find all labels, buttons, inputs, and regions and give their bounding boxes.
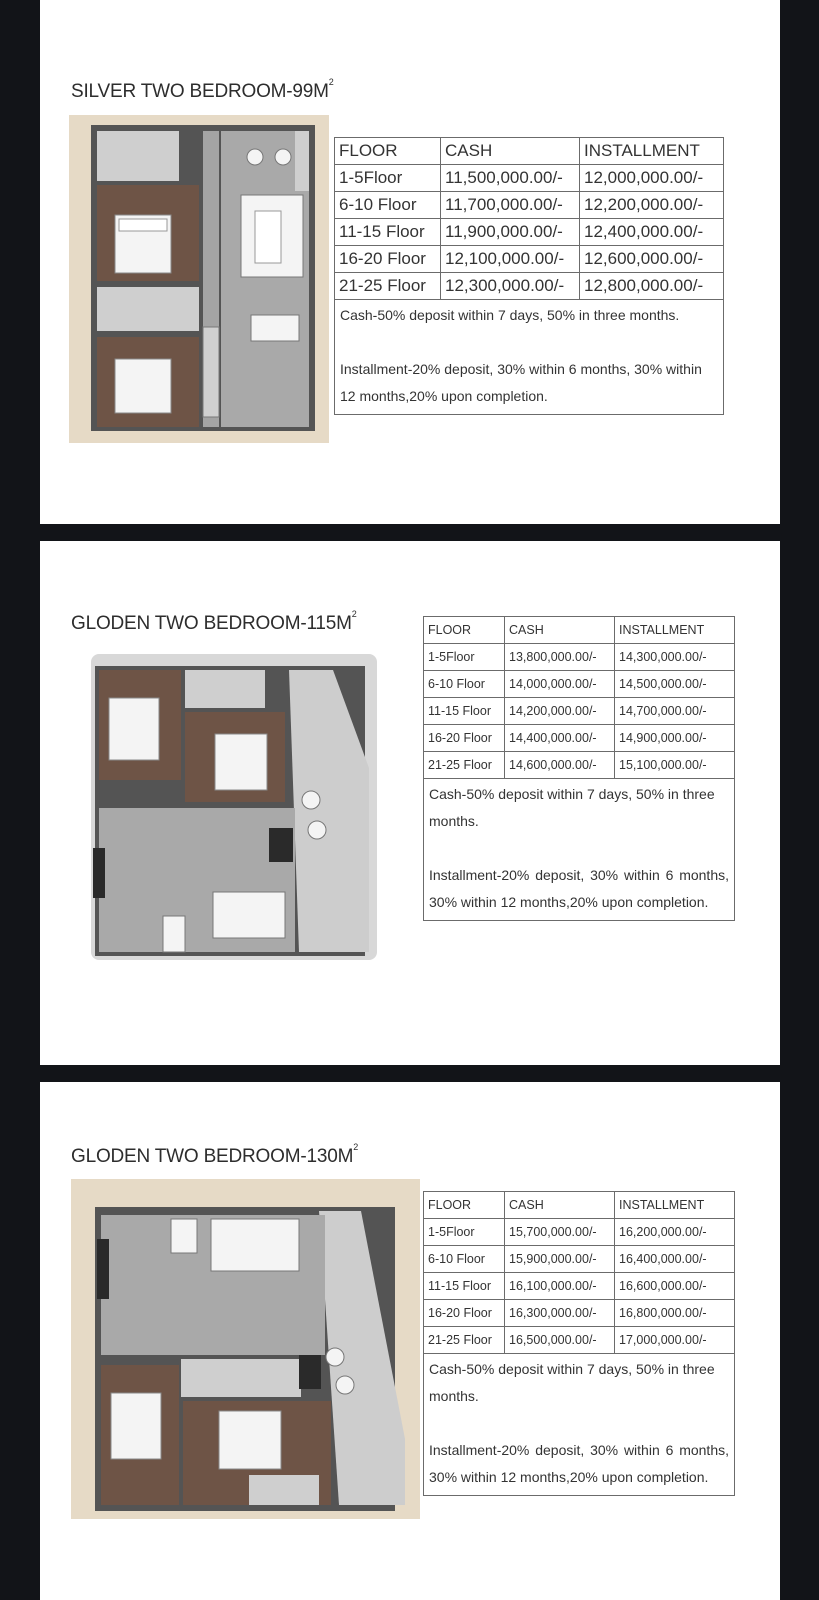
table-row <box>424 1327 735 1354</box>
floor-cell: 16-20 Floor <box>335 246 441 273</box>
payment-terms-row <box>335 300 724 415</box>
payment-terms <box>424 779 735 921</box>
table-row <box>424 1273 735 1300</box>
installment-cell: 15,100,000.00/- <box>615 752 735 779</box>
installment-cell: 12,200,000.00/- <box>580 192 724 219</box>
header-floor: FLOOR <box>424 617 505 644</box>
cash-cell: 11,700,000.00/- <box>441 192 580 219</box>
cash-terms: Cash-50% deposit within 7 days, 50% in three months. <box>429 786 715 829</box>
installment-cell: 12,400,000.00/- <box>580 219 724 246</box>
installment-terms: Installment-20% deposit, 30% within 6 months, 30% within 12 months,20% upon completion. <box>429 1442 729 1485</box>
installment-cell: 16,600,000.00/- <box>615 1273 735 1300</box>
payment-terms <box>424 1354 735 1496</box>
floor-cell: 1-5Floor <box>424 644 505 671</box>
table-row <box>424 698 735 725</box>
floor-cell: 1-5Floor <box>424 1219 505 1246</box>
cash-terms: Cash-50% deposit within 7 days, 50% in three months. <box>340 307 680 323</box>
header-cash: CASH <box>441 138 580 165</box>
price-table <box>334 137 724 415</box>
cash-cell: 13,800,000.00/- <box>505 644 615 671</box>
cash-cell: 14,600,000.00/- <box>505 752 615 779</box>
installment-cell: 14,500,000.00/- <box>615 671 735 698</box>
floor-plan-drawing <box>69 115 329 443</box>
table-row <box>424 671 735 698</box>
table-row <box>424 644 735 671</box>
table-header-row <box>424 617 735 644</box>
cash-terms: Cash-50% deposit within 7 days, 50% in three months. <box>429 1361 715 1404</box>
installment-terms: Installment-20% deposit, 30% within 6 months, 30% within 12 months,20% upon completion. <box>429 867 729 910</box>
table-header-row <box>424 1192 735 1219</box>
floor-cell: 21-25 Floor <box>424 1327 505 1354</box>
installment-cell: 12,000,000.00/- <box>580 165 724 192</box>
table-row <box>424 725 735 752</box>
cash-cell: 12,100,000.00/- <box>441 246 580 273</box>
header-floor: FLOOR <box>335 138 441 165</box>
header-floor: FLOOR <box>424 1192 505 1219</box>
floor-cell: 11-15 Floor <box>424 698 505 725</box>
cash-cell: 11,500,000.00/- <box>441 165 580 192</box>
table-row <box>424 1246 735 1273</box>
installment-cell: 16,200,000.00/- <box>615 1219 735 1246</box>
table-row <box>335 219 724 246</box>
floor-cell: 21-25 Floor <box>424 752 505 779</box>
installment-cell: 14,700,000.00/- <box>615 698 735 725</box>
section-title: GLODEN TWO BEDROOM-$130M^2$ <box>71 1142 359 1167</box>
payment-terms <box>335 300 724 415</box>
table-header-row <box>335 138 724 165</box>
installment-cell: 16,400,000.00/- <box>615 1246 735 1273</box>
cash-cell: 15,900,000.00/- <box>505 1246 615 1273</box>
price-table <box>423 616 735 921</box>
floor-cell: 16-20 Floor <box>424 1300 505 1327</box>
floor-plan-page-golden-130 <box>40 1082 780 1600</box>
table-row <box>335 192 724 219</box>
header-installment: INSTALLMENT <box>615 1192 735 1219</box>
installment-cell: 14,900,000.00/- <box>615 725 735 752</box>
installment-cell: 12,800,000.00/- <box>580 273 724 300</box>
installment-cell: 17,000,000.00/- <box>615 1327 735 1354</box>
header-cash: CASH <box>505 1192 615 1219</box>
installment-cell: 14,300,000.00/- <box>615 644 735 671</box>
table-row <box>424 1300 735 1327</box>
header-cash: CASH <box>505 617 615 644</box>
table-row <box>335 165 724 192</box>
cash-cell: 16,500,000.00/- <box>505 1327 615 1354</box>
floor-cell: 1-5Floor <box>335 165 441 192</box>
floor-plan-page-golden-115 <box>40 541 780 1065</box>
floor-cell: 6-10 Floor <box>424 1246 505 1273</box>
section-title: GLODEN TWO BEDROOM-$115M^2$ <box>71 609 357 634</box>
section-title: SILVER TWO BEDROOM-$99M^2$ <box>71 77 334 102</box>
cash-cell: 15,700,000.00/- <box>505 1219 615 1246</box>
cash-cell: 14,400,000.00/- <box>505 725 615 752</box>
installment-cell: 16,800,000.00/- <box>615 1300 735 1327</box>
price-table <box>423 1191 735 1496</box>
floor-plan-drawing <box>89 648 385 964</box>
header-installment: INSTALLMENT <box>615 617 735 644</box>
table-row <box>335 246 724 273</box>
cash-cell: 12,300,000.00/- <box>441 273 580 300</box>
floor-cell: 21-25 Floor <box>335 273 441 300</box>
floor-cell: 16-20 Floor <box>424 725 505 752</box>
installment-terms: Installment-20% deposit, 30% within 6 months, 30% within 12 months,20% upon completion. <box>340 361 702 404</box>
table-row <box>424 752 735 779</box>
floor-cell: 6-10 Floor <box>424 671 505 698</box>
table-row <box>424 1219 735 1246</box>
cash-cell: 16,300,000.00/- <box>505 1300 615 1327</box>
floor-cell: 11-15 Floor <box>424 1273 505 1300</box>
floor-cell: 6-10 Floor <box>335 192 441 219</box>
cash-cell: 16,100,000.00/- <box>505 1273 615 1300</box>
floor-plan-drawing <box>71 1179 420 1519</box>
floor-cell: 11-15 Floor <box>335 219 441 246</box>
cash-cell: 14,200,000.00/- <box>505 698 615 725</box>
table-row <box>335 273 724 300</box>
payment-terms-row <box>424 1354 735 1496</box>
payment-terms-row <box>424 779 735 921</box>
header-installment: INSTALLMENT <box>580 138 724 165</box>
floor-plan-page-silver-99 <box>40 0 780 524</box>
installment-cell: 12,600,000.00/- <box>580 246 724 273</box>
cash-cell: 11,900,000.00/- <box>441 219 580 246</box>
cash-cell: 14,000,000.00/- <box>505 671 615 698</box>
